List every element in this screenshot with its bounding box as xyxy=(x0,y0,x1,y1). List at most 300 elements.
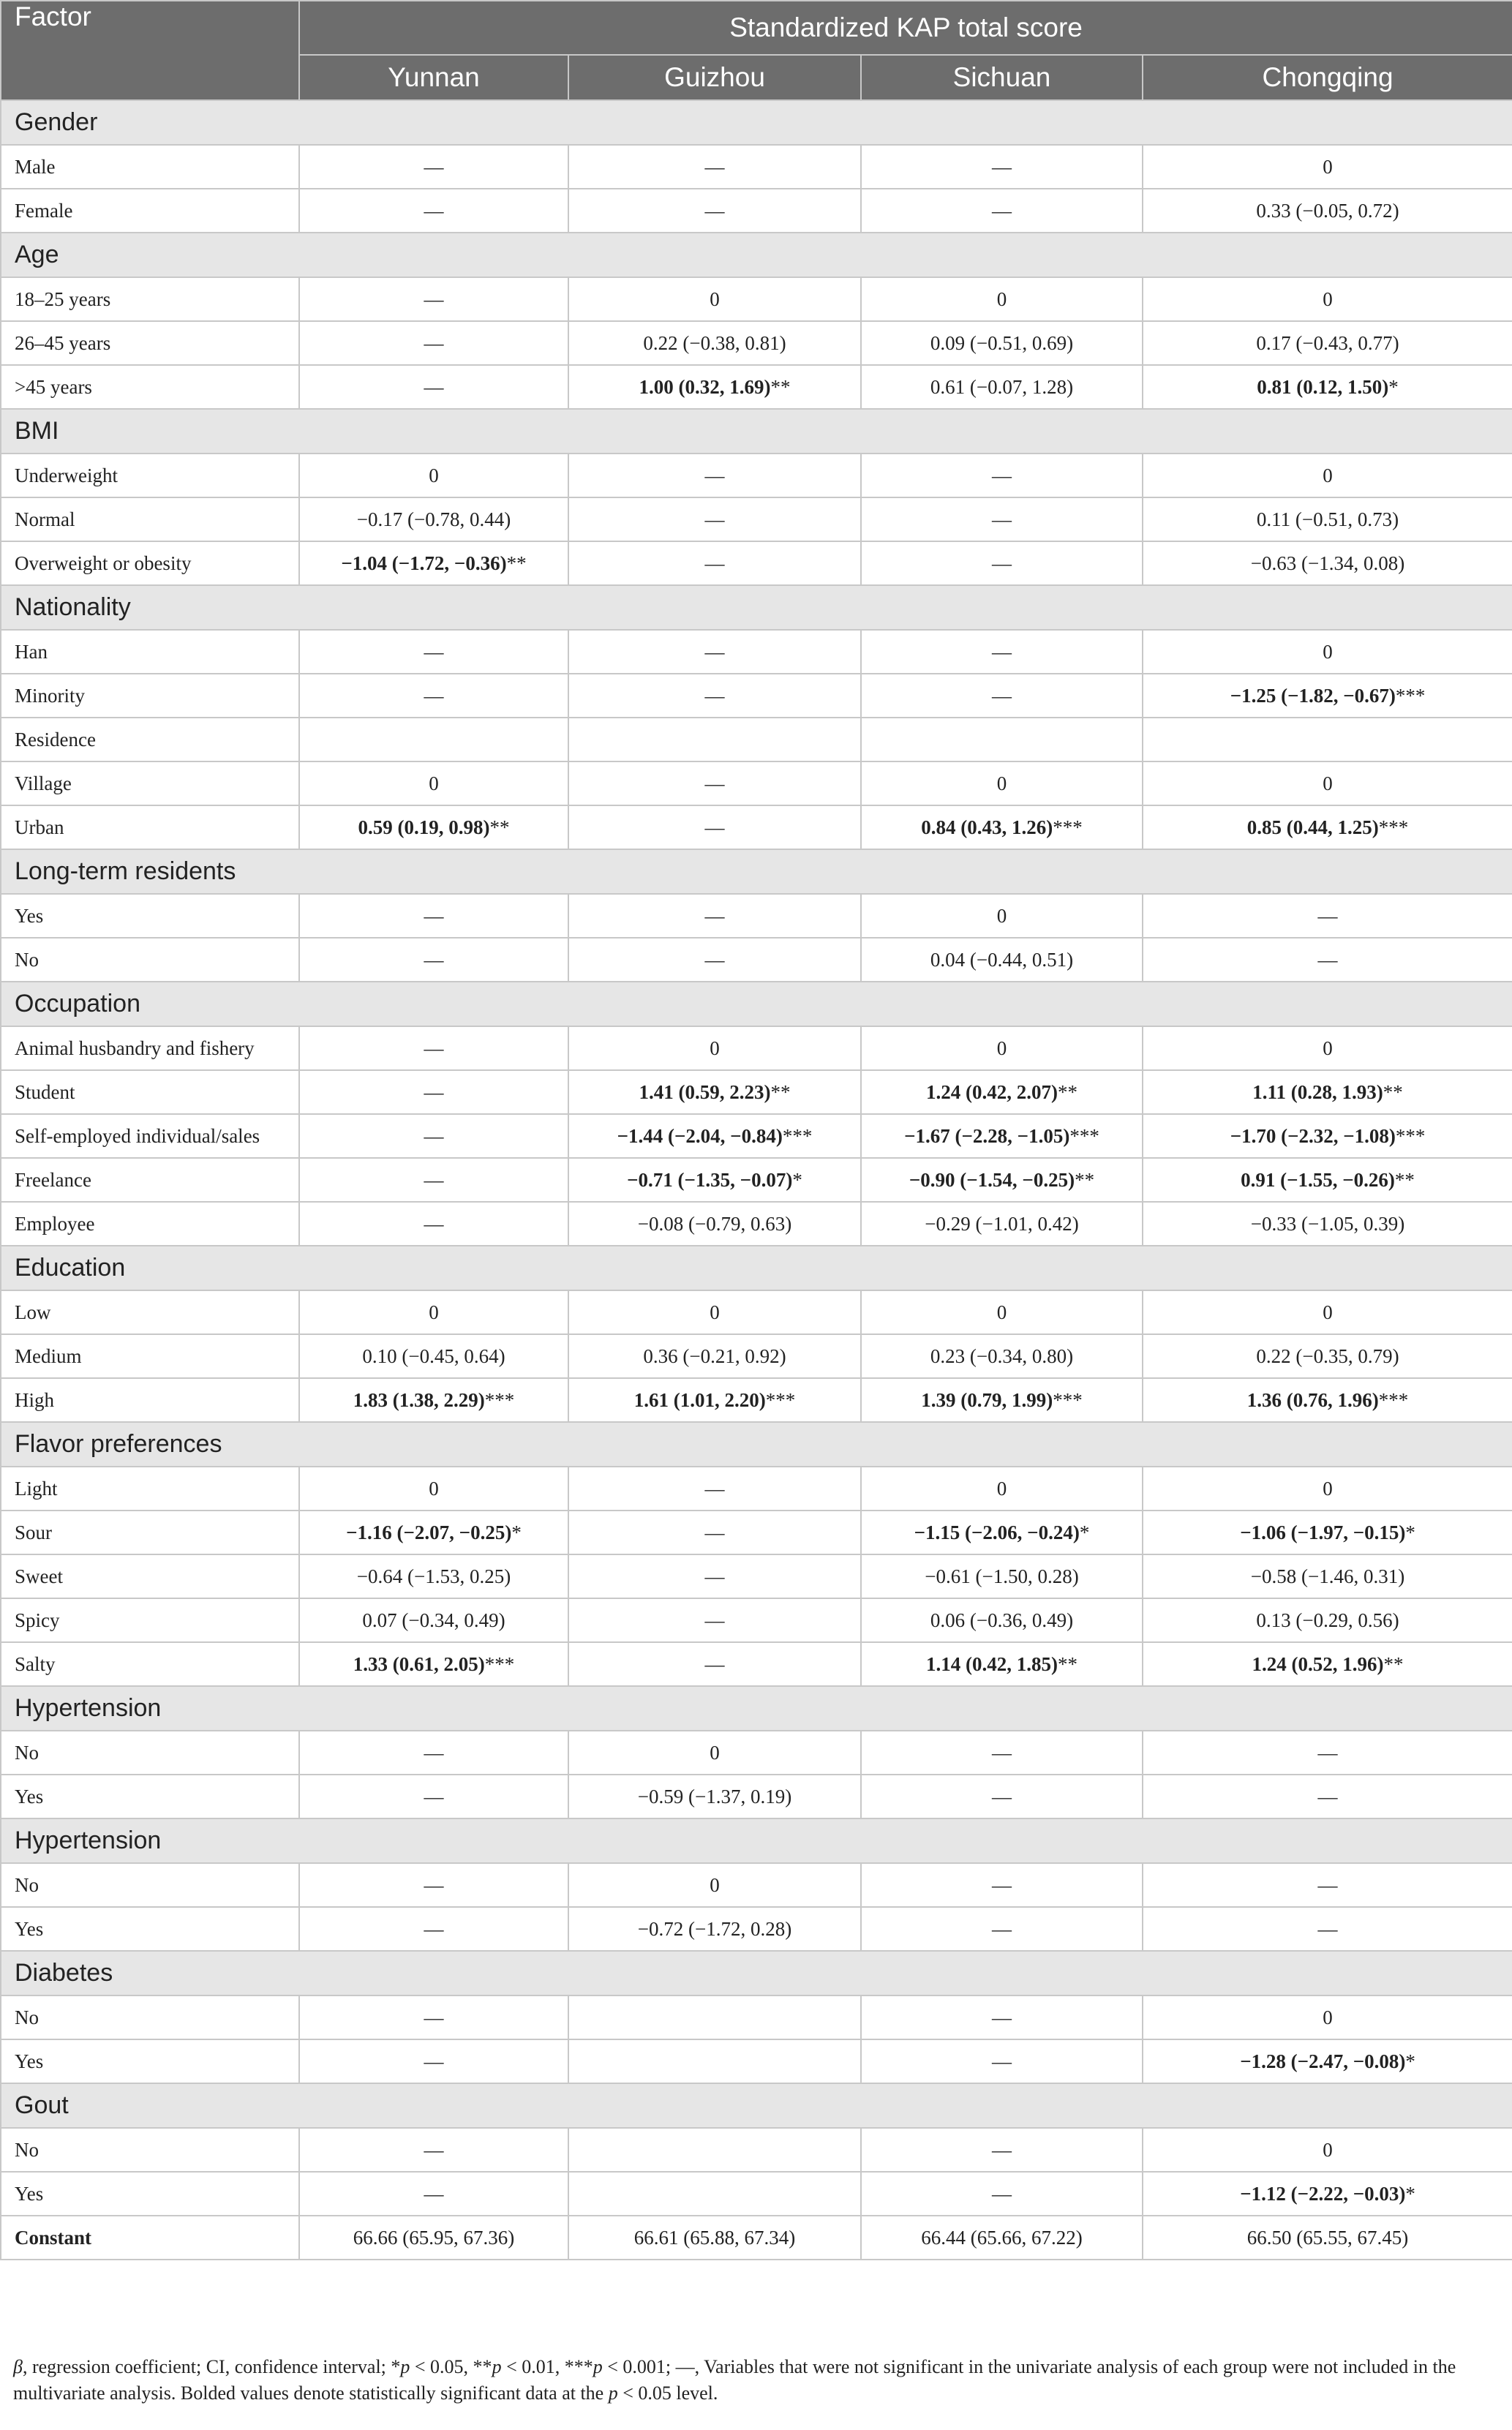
table-row xyxy=(1,365,1512,409)
section-label: Hypertension xyxy=(1,1818,1512,1863)
table-row xyxy=(1,1775,1512,1818)
cell-value: — xyxy=(424,1037,444,1059)
significance-stars: *** xyxy=(765,1388,796,1411)
cell-value: −0.61 (−1.50, 0.28) xyxy=(925,1565,1079,1587)
value-cell xyxy=(568,1731,861,1775)
value-cell xyxy=(299,894,568,938)
row-label: No xyxy=(1,2128,299,2172)
cell-value: — xyxy=(424,331,444,354)
value-cell xyxy=(568,718,861,761)
cell-value: 0.22 (−0.38, 0.81) xyxy=(643,331,786,354)
value-cell xyxy=(861,1554,1143,1598)
value-cell xyxy=(568,1114,861,1158)
cell-value: −0.29 (−1.01, 0.42) xyxy=(925,1212,1079,1235)
cell-value: 0 xyxy=(710,287,720,310)
table-row xyxy=(1,1467,1512,1511)
value-cell xyxy=(568,1467,861,1511)
value-cell xyxy=(861,1511,1143,1554)
row-label: Yes xyxy=(1,1907,299,1951)
cell-value: — xyxy=(992,2006,1012,2028)
cell-value: — xyxy=(424,287,444,310)
value-cell xyxy=(299,1202,568,1246)
cell-value: — xyxy=(992,199,1012,222)
significance-stars: ** xyxy=(770,375,791,398)
section-row xyxy=(1,1246,1512,1290)
value-cell xyxy=(568,761,861,805)
value-cell xyxy=(568,541,861,585)
cell-value: 1.39 (0.79, 1.99) xyxy=(921,1388,1053,1411)
value-cell xyxy=(861,541,1143,585)
row-label: Underweight xyxy=(1,454,299,497)
value-cell xyxy=(861,454,1143,497)
value-cell xyxy=(861,1158,1143,1202)
value-cell xyxy=(568,1334,861,1378)
value-cell xyxy=(1143,1158,1512,1202)
value-cell xyxy=(1143,1642,1512,1686)
cell-value: — xyxy=(992,155,1012,178)
section-label: BMI xyxy=(1,409,1512,454)
table-row xyxy=(1,1554,1512,1598)
value-cell xyxy=(568,1775,861,1818)
value-cell xyxy=(299,1731,568,1775)
section-label: Age xyxy=(1,233,1512,277)
table-row xyxy=(1,541,1512,585)
cell-value: 1.41 (0.59, 2.23) xyxy=(639,1080,771,1103)
row-label: Salty xyxy=(1,1642,299,1686)
significance-stars: * xyxy=(1405,1521,1415,1543)
cell-value: 0.85 (0.44, 1.25) xyxy=(1246,816,1379,838)
cell-value: — xyxy=(704,1521,725,1543)
value-cell xyxy=(1143,1554,1512,1598)
row-label: Medium xyxy=(1,1334,299,1378)
value-cell xyxy=(861,145,1143,189)
value-cell xyxy=(861,1863,1143,1907)
cell-value: −1.28 (−2.47, −0.08) xyxy=(1240,2050,1406,2072)
section-row xyxy=(1,982,1512,1026)
cell-value: — xyxy=(424,684,444,707)
cell-value: −0.72 (−1.72, 0.28) xyxy=(637,1917,792,1940)
cell-value: — xyxy=(424,1124,444,1147)
value-cell xyxy=(568,1511,861,1554)
cell-value: — xyxy=(704,904,725,927)
cell-value: 0.61 (−0.07, 1.28) xyxy=(930,375,1074,398)
cell-value: — xyxy=(424,1741,444,1764)
section-label: Occupation xyxy=(1,982,1512,1026)
table-body xyxy=(1,100,1512,2260)
cell-value: −0.58 (−1.46, 0.31) xyxy=(1250,1565,1405,1587)
table-row xyxy=(1,1378,1512,1422)
cell-value: 0.81 (0.12, 1.50) xyxy=(1257,375,1389,398)
cell-value: — xyxy=(704,508,725,530)
cell-value: −1.44 (−2.04, −0.84) xyxy=(617,1124,783,1147)
value-cell xyxy=(299,1026,568,1070)
row-label: Sweet xyxy=(1,1554,299,1598)
value-cell xyxy=(568,1290,861,1334)
section-row xyxy=(1,100,1512,145)
table-row xyxy=(1,1731,1512,1775)
cell-value: — xyxy=(704,1652,725,1675)
value-cell xyxy=(568,2039,861,2083)
table-row xyxy=(1,1642,1512,1686)
cell-value: 1.33 (0.61, 2.05) xyxy=(353,1652,485,1675)
value-cell xyxy=(568,1598,861,1642)
row-label: Animal husbandry and fishery xyxy=(1,1026,299,1070)
table-row xyxy=(1,1995,1512,2039)
significance-stars: * xyxy=(511,1521,522,1543)
value-cell xyxy=(861,277,1143,321)
cell-value: 0.22 (−0.35, 0.79) xyxy=(1256,1344,1399,1367)
section-row xyxy=(1,849,1512,894)
table-row xyxy=(1,805,1512,849)
value-cell xyxy=(1143,365,1512,409)
table-row xyxy=(1,1598,1512,1642)
value-cell xyxy=(861,1467,1143,1511)
value-cell xyxy=(1143,761,1512,805)
value-cell xyxy=(299,2039,568,2083)
column-header-yunnan: Yunnan xyxy=(299,55,568,100)
value-cell xyxy=(568,189,861,233)
value-cell xyxy=(861,1290,1143,1334)
value-cell xyxy=(1143,1290,1512,1334)
cell-value: — xyxy=(704,1477,725,1500)
significance-stars: *** xyxy=(1378,1388,1409,1411)
table-row xyxy=(1,1202,1512,1246)
table-row xyxy=(1,1114,1512,1158)
cell-value: — xyxy=(704,684,725,707)
value-cell xyxy=(1143,805,1512,849)
section-row xyxy=(1,1422,1512,1467)
cell-value: — xyxy=(424,948,444,971)
cell-value: — xyxy=(992,1741,1012,1764)
value-cell xyxy=(861,497,1143,541)
cell-value: 0 xyxy=(1323,640,1333,663)
value-cell xyxy=(1143,1731,1512,1775)
cell-value: 0 xyxy=(996,1301,1007,1323)
cell-value: 1.36 (0.76, 1.96) xyxy=(1246,1388,1379,1411)
cell-value: −1.25 (−1.82, −0.67) xyxy=(1230,684,1396,707)
cell-value: 0.04 (−0.44, 0.51) xyxy=(930,948,1074,971)
value-cell xyxy=(299,2172,568,2216)
cell-value: — xyxy=(704,155,725,178)
cell-value: — xyxy=(424,1873,444,1896)
value-cell xyxy=(568,321,861,365)
value-cell xyxy=(299,761,568,805)
value-cell xyxy=(1143,1070,1512,1114)
value-cell xyxy=(1143,454,1512,497)
value-cell xyxy=(1143,938,1512,982)
value-cell xyxy=(299,1070,568,1114)
value-cell xyxy=(299,1775,568,1818)
value-cell xyxy=(568,938,861,982)
value-cell xyxy=(568,1026,861,1070)
value-cell xyxy=(299,541,568,585)
cell-value: — xyxy=(424,2050,444,2072)
cell-value: −0.59 (−1.37, 0.19) xyxy=(637,1785,792,1808)
value-cell xyxy=(861,2216,1143,2260)
cell-value: — xyxy=(704,772,725,794)
cell-value: 0 xyxy=(429,772,439,794)
cell-value: — xyxy=(992,1917,1012,1940)
cell-value: 66.50 (65.55, 67.45) xyxy=(1246,2226,1409,2249)
cell-value: — xyxy=(992,508,1012,530)
cell-value: 0.13 (−0.29, 0.56) xyxy=(1256,1609,1399,1631)
cell-value: — xyxy=(704,199,725,222)
row-label: High xyxy=(1,1378,299,1422)
value-cell xyxy=(568,1554,861,1598)
cell-value: — xyxy=(704,552,725,574)
cell-value: 0 xyxy=(996,904,1007,927)
value-cell xyxy=(299,1114,568,1158)
value-cell xyxy=(568,1863,861,1907)
value-cell xyxy=(1143,321,1512,365)
cell-value: 0 xyxy=(1323,772,1333,794)
value-cell xyxy=(861,761,1143,805)
table-row xyxy=(1,1026,1512,1070)
table-row xyxy=(1,938,1512,982)
row-label: No xyxy=(1,1731,299,1775)
value-cell xyxy=(1143,497,1512,541)
cell-value: −1.16 (−2.07, −0.25) xyxy=(346,1521,512,1543)
significance-stars: ** xyxy=(770,1080,791,1103)
cell-value: 0.23 (−0.34, 0.80) xyxy=(930,1344,1074,1367)
value-cell xyxy=(299,145,568,189)
cell-value: — xyxy=(424,1168,444,1191)
value-cell xyxy=(861,1642,1143,1686)
value-cell xyxy=(1143,277,1512,321)
row-label: Light xyxy=(1,1467,299,1511)
value-cell xyxy=(1143,2128,1512,2172)
value-cell xyxy=(568,365,861,409)
cell-value: −0.71 (−1.35, −0.07) xyxy=(627,1168,793,1191)
value-cell xyxy=(568,1202,861,1246)
value-cell xyxy=(299,189,568,233)
value-cell xyxy=(568,1907,861,1951)
cell-value: −0.90 (−1.54, −0.25) xyxy=(909,1168,1075,1191)
value-cell xyxy=(568,674,861,718)
table-row xyxy=(1,145,1512,189)
cell-value: 1.83 (1.38, 2.29) xyxy=(353,1388,485,1411)
table-row xyxy=(1,321,1512,365)
cell-value: 1.14 (0.42, 1.85) xyxy=(926,1652,1058,1675)
value-cell xyxy=(299,1907,568,1951)
value-cell xyxy=(861,1731,1143,1775)
row-label: Constant xyxy=(1,2216,299,2260)
value-cell xyxy=(1143,2039,1512,2083)
table-row xyxy=(1,2039,1512,2083)
row-label: Village xyxy=(1,761,299,805)
table-row xyxy=(1,1290,1512,1334)
cell-value: 0 xyxy=(710,1873,720,1896)
value-cell xyxy=(861,630,1143,674)
cell-value: −0.08 (−0.79, 0.63) xyxy=(637,1212,792,1235)
cell-value: — xyxy=(992,2182,1012,2205)
significance-stars: ** xyxy=(1075,1168,1095,1191)
cell-value: 0 xyxy=(1323,1037,1333,1059)
value-cell xyxy=(1143,894,1512,938)
cell-value: −1.70 (−2.32, −1.08) xyxy=(1230,1124,1396,1147)
value-cell xyxy=(861,938,1143,982)
cell-value: — xyxy=(704,1609,725,1631)
value-cell xyxy=(299,2128,568,2172)
value-cell xyxy=(299,497,568,541)
cell-value: 0.11 (−0.51, 0.73) xyxy=(1256,508,1399,530)
cell-value: — xyxy=(992,2138,1012,2161)
significance-stars: *** xyxy=(1395,684,1426,707)
cell-value: — xyxy=(1317,1785,1338,1808)
value-cell xyxy=(568,894,861,938)
value-cell xyxy=(861,1378,1143,1422)
table-row xyxy=(1,630,1512,674)
value-cell xyxy=(1143,1026,1512,1070)
cell-value: 0 xyxy=(996,772,1007,794)
significance-stars: ** xyxy=(1057,1080,1077,1103)
cell-value: 66.66 (65.95, 67.36) xyxy=(353,2226,515,2249)
table-row xyxy=(1,1158,1512,1202)
section-label: Flavor preferences xyxy=(1,1422,1512,1467)
significance-stars: *** xyxy=(1395,1124,1426,1147)
value-cell xyxy=(861,1598,1143,1642)
section-label: Long-term residents xyxy=(1,849,1512,894)
cell-value: 0.09 (−0.51, 0.69) xyxy=(930,331,1074,354)
table-row xyxy=(1,2172,1512,2216)
table-row xyxy=(1,1070,1512,1114)
value-cell xyxy=(299,938,568,982)
value-cell xyxy=(861,1070,1143,1114)
row-label: Minority xyxy=(1,674,299,718)
table-row xyxy=(1,761,1512,805)
table-row xyxy=(1,1863,1512,1907)
cell-value: −1.06 (−1.97, −0.15) xyxy=(1240,1521,1406,1543)
row-label: Urban xyxy=(1,805,299,849)
section-row xyxy=(1,1951,1512,1995)
section-label: Gout xyxy=(1,2083,1512,2128)
value-cell xyxy=(861,1334,1143,1378)
cell-value: −1.15 (−2.06, −0.24) xyxy=(914,1521,1080,1543)
significance-stars: ** xyxy=(1057,1652,1077,1675)
cell-value: −1.04 (−1.72, −0.36) xyxy=(341,552,507,574)
cell-value: 0.33 (−0.05, 0.72) xyxy=(1256,199,1399,222)
cell-value: — xyxy=(424,1917,444,1940)
value-cell xyxy=(1143,1511,1512,1554)
cell-value: 0.59 (0.19, 0.98) xyxy=(358,816,490,838)
value-cell xyxy=(861,1114,1143,1158)
section-row xyxy=(1,409,1512,454)
cell-value: — xyxy=(424,2182,444,2205)
value-cell xyxy=(861,2039,1143,2083)
cell-value: 0 xyxy=(710,1037,720,1059)
row-label: Spicy xyxy=(1,1598,299,1642)
cell-value: 0 xyxy=(429,1301,439,1323)
value-cell xyxy=(1143,630,1512,674)
value-cell xyxy=(568,277,861,321)
cell-value: 0 xyxy=(429,464,439,486)
row-label: Employee xyxy=(1,1202,299,1246)
row-label: Han xyxy=(1,630,299,674)
table-row xyxy=(1,1907,1512,1951)
cell-value: — xyxy=(424,1080,444,1103)
cell-value: 0.36 (−0.21, 0.92) xyxy=(643,1344,786,1367)
value-cell xyxy=(299,277,568,321)
table-row xyxy=(1,1511,1512,1554)
significance-stars: * xyxy=(1405,2050,1415,2072)
cell-value: — xyxy=(424,1785,444,1808)
value-cell xyxy=(568,1378,861,1422)
cell-value: 0 xyxy=(1323,2138,1333,2161)
value-cell xyxy=(299,1511,568,1554)
section-row xyxy=(1,1686,1512,1731)
value-cell xyxy=(1143,1863,1512,1907)
cell-value: — xyxy=(992,464,1012,486)
value-cell xyxy=(1143,1202,1512,1246)
factor-column-header: Factor xyxy=(1,1,299,100)
row-label: Freelance xyxy=(1,1158,299,1202)
table-row xyxy=(1,2216,1512,2260)
cell-value: — xyxy=(992,684,1012,707)
cell-value: 0.17 (−0.43, 0.77) xyxy=(1256,331,1399,354)
significance-stars: *** xyxy=(484,1388,515,1411)
value-cell xyxy=(299,454,568,497)
cell-value: — xyxy=(704,816,725,838)
cell-value: — xyxy=(424,199,444,222)
cell-value: 0.06 (−0.36, 0.49) xyxy=(930,1609,1074,1631)
cell-value: 66.44 (65.66, 67.22) xyxy=(921,2226,1083,2249)
cell-value: 1.00 (0.32, 1.69) xyxy=(639,375,771,398)
value-cell xyxy=(861,718,1143,761)
value-cell xyxy=(1143,1467,1512,1511)
cell-value: 0.84 (0.43, 1.26) xyxy=(921,816,1053,838)
cell-value: — xyxy=(1317,1741,1338,1764)
cell-value: — xyxy=(992,552,1012,574)
value-cell xyxy=(1143,1114,1512,1158)
section-label: Education xyxy=(1,1246,1512,1290)
table-row xyxy=(1,277,1512,321)
row-label: Yes xyxy=(1,894,299,938)
section-label: Diabetes xyxy=(1,1951,1512,1995)
table-row xyxy=(1,718,1512,761)
cell-value: 0 xyxy=(710,1301,720,1323)
value-cell xyxy=(1143,1775,1512,1818)
value-cell xyxy=(861,894,1143,938)
value-cell xyxy=(1143,1995,1512,2039)
cell-value: 0 xyxy=(996,1477,1007,1500)
cell-value: — xyxy=(424,2138,444,2161)
value-cell xyxy=(1143,1598,1512,1642)
value-cell xyxy=(861,2128,1143,2172)
significance-stars: * xyxy=(1388,375,1399,398)
cell-value: — xyxy=(424,904,444,927)
value-cell xyxy=(568,1642,861,1686)
row-label: >45 years xyxy=(1,365,299,409)
value-cell xyxy=(1143,189,1512,233)
cell-value: 0 xyxy=(1323,1477,1333,1500)
table-row xyxy=(1,894,1512,938)
cell-value: 1.11 (0.28, 1.93) xyxy=(1252,1080,1383,1103)
value-cell xyxy=(568,1995,861,2039)
significance-stars: * xyxy=(1405,2182,1415,2205)
value-cell xyxy=(299,1378,568,1422)
significance-stars: ** xyxy=(1383,1080,1403,1103)
cell-value: — xyxy=(1317,948,1338,971)
value-cell xyxy=(861,674,1143,718)
value-cell xyxy=(861,1775,1143,1818)
value-cell xyxy=(299,2216,568,2260)
cell-value: — xyxy=(1317,1917,1338,1940)
cell-value: −0.17 (−0.78, 0.44) xyxy=(356,508,511,530)
column-header-guizhou: Guizhou xyxy=(568,55,861,100)
column-header-chongqing: Chongqing xyxy=(1143,55,1512,100)
value-cell xyxy=(299,1995,568,2039)
value-cell xyxy=(861,365,1143,409)
